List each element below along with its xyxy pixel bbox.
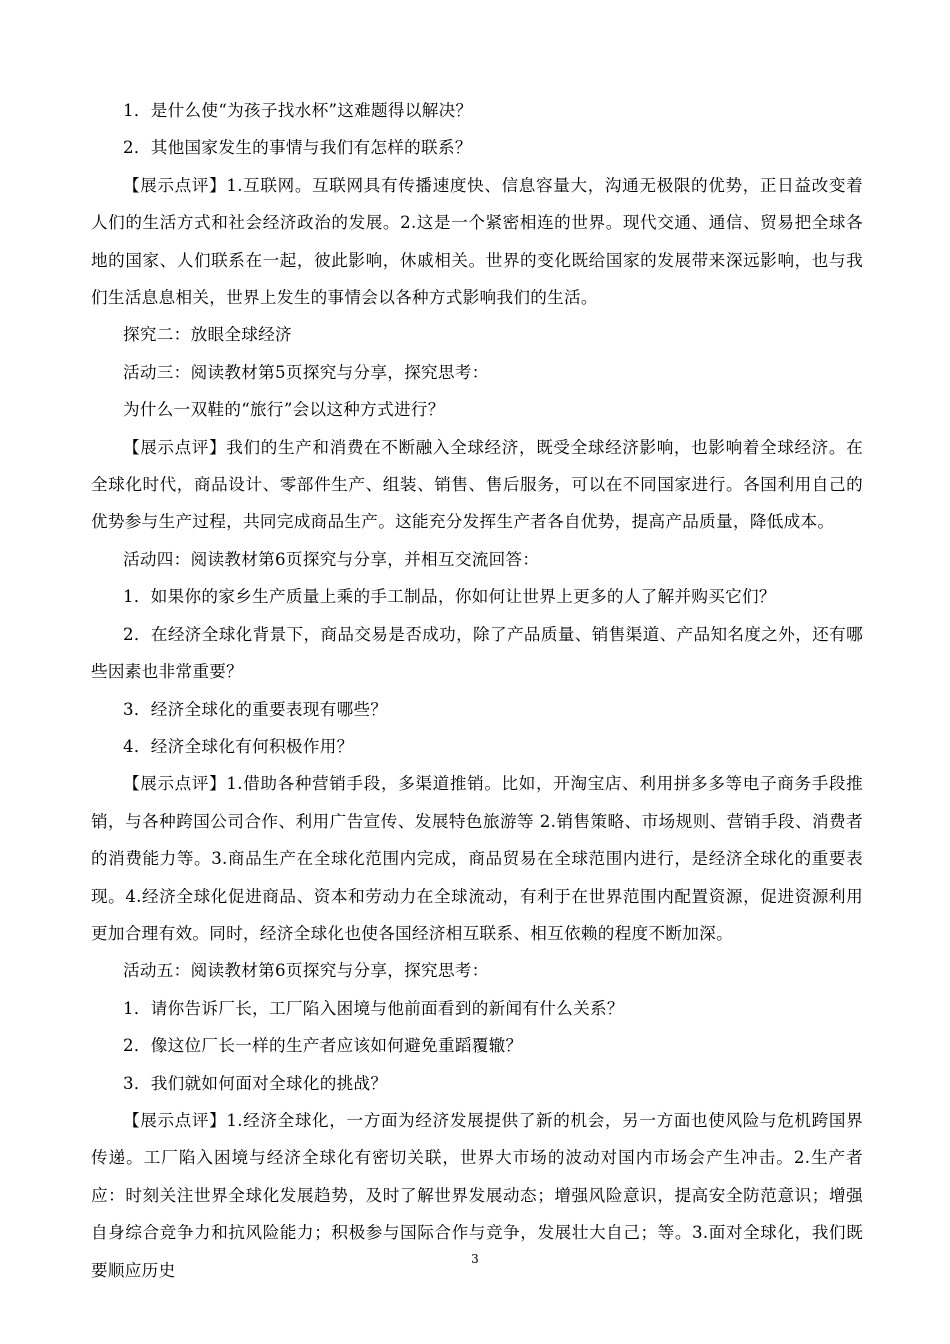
question-paragraph: 3．经济全球化的重要表现有哪些？ — [123, 699, 388, 719]
comment-paragraph: 【展示点评】1.经济全球化，一方面为经济发展提供了新的机会，另一方面也使风险与危机跨国界传递。工厂陷入困境与经济全球化有密切关联，世界大市场的波动对国内市场会产生冲击。2.生产者应：时刻关注世界全球化发展趋势，及时了解世界发展动态；增强风险意识，提高安全防范意识；增强自身综合竞争力和抗风险能力；积极参与国际合作与竞争，发展壮大自己；等。3.面对全球化，我们既要顺应历史 — [91, 1110, 863, 1280]
question-paragraph: 3．我们就如何面对全球化的挑战？ — [123, 1073, 388, 1093]
section-heading: 探究二：放眼全球经济 — [123, 325, 292, 345]
question-paragraph: 2．在经济全球化背景下，商品交易是否成功，除了产品质量、销售渠道、产品知名度之外，还有哪些因素也非常重要？ — [91, 624, 863, 682]
activity-heading: 活动三：阅读教材第5页探究与分享，探究思考： — [123, 362, 489, 382]
question-paragraph: 1．是什么使“为孩子找水杯”这难题得以解决？ — [123, 101, 473, 120]
question-paragraph: 2．像这位厂长一样的生产者应该如何避免重蹈覆辙？ — [123, 1036, 523, 1056]
question-paragraph: 为什么一双鞋的“旅行”会以这种方式进行？ — [123, 400, 445, 420]
question-paragraph: 4．经济全球化有何积极作用？ — [123, 736, 354, 756]
question-paragraph: 2．其他国家发生的事情与我们有怎样的联系？ — [123, 138, 472, 158]
page-body — [91, 92, 863, 1289]
comment-paragraph: 【展示点评】1.互联网。互联网具有传播速度快、信息容量大，沟通无极限的优势，正日益改变着人们的生活方式和社会经济政治的发展。2.这是一个紧密相连的世界。现代交通、通信、贸易把全球各地的国家、人们联系在一起，彼此影响，休戚相关。世界的变化既给国家的发展带来深远影响，也与我们生活息息相关，世界上发生的事情会以各种方式影响我们的生活。 — [91, 175, 863, 308]
comment-paragraph: 【展示点评】1.借助各种营销手段，多渠道推销。比如，开淘宝店、利用拼多多等电子商务手段推销，与各种跨国公司合作、利用广告宣传、发展特色旅游等 2.销售策略、市场规则、营销手段、消费者的消费能力等。3.商品生产在全球化范围内完成，商品贸易在全球范围内进行，是经济全球化的重要表现。4.经济全球化促进商品、资本和劳动力在全球流动，有利于在世界范围内配置资源，促进资源利用更加合理有效。同时，经济全球化也使各国经济相互联系、相互依赖的程度不断加深。 — [91, 774, 863, 943]
activity-heading: 活动四：阅读教材第6页探究与分享，并相互交流回答： — [123, 549, 540, 569]
activity-heading: 活动五：阅读教材第6页探究与分享，探究思考： — [123, 961, 489, 981]
page-number: 3 — [471, 1252, 479, 1266]
question-paragraph: 1．如果你的家乡生产质量上乘的手工制品，你如何让世界上更多的人了解并购买它们？ — [123, 587, 776, 607]
question-paragraph: 1．请你告诉厂长，工厂陷入困境与他前面看到的新闻有什么关系？ — [123, 998, 624, 1018]
comment-paragraph: 【展示点评】我们的生产和消费在不断融入全球经济，既受全球经济影响，也影响着全球经济。在全球化时代，商品设计、零部件生产、组装、销售、售后服务，可以在不同国家进行。各国利用自己的优势参与生产过程，共同完成商品生产。这能充分发挥生产者各自优势，提高产品质量，降低成本。 — [91, 437, 863, 532]
